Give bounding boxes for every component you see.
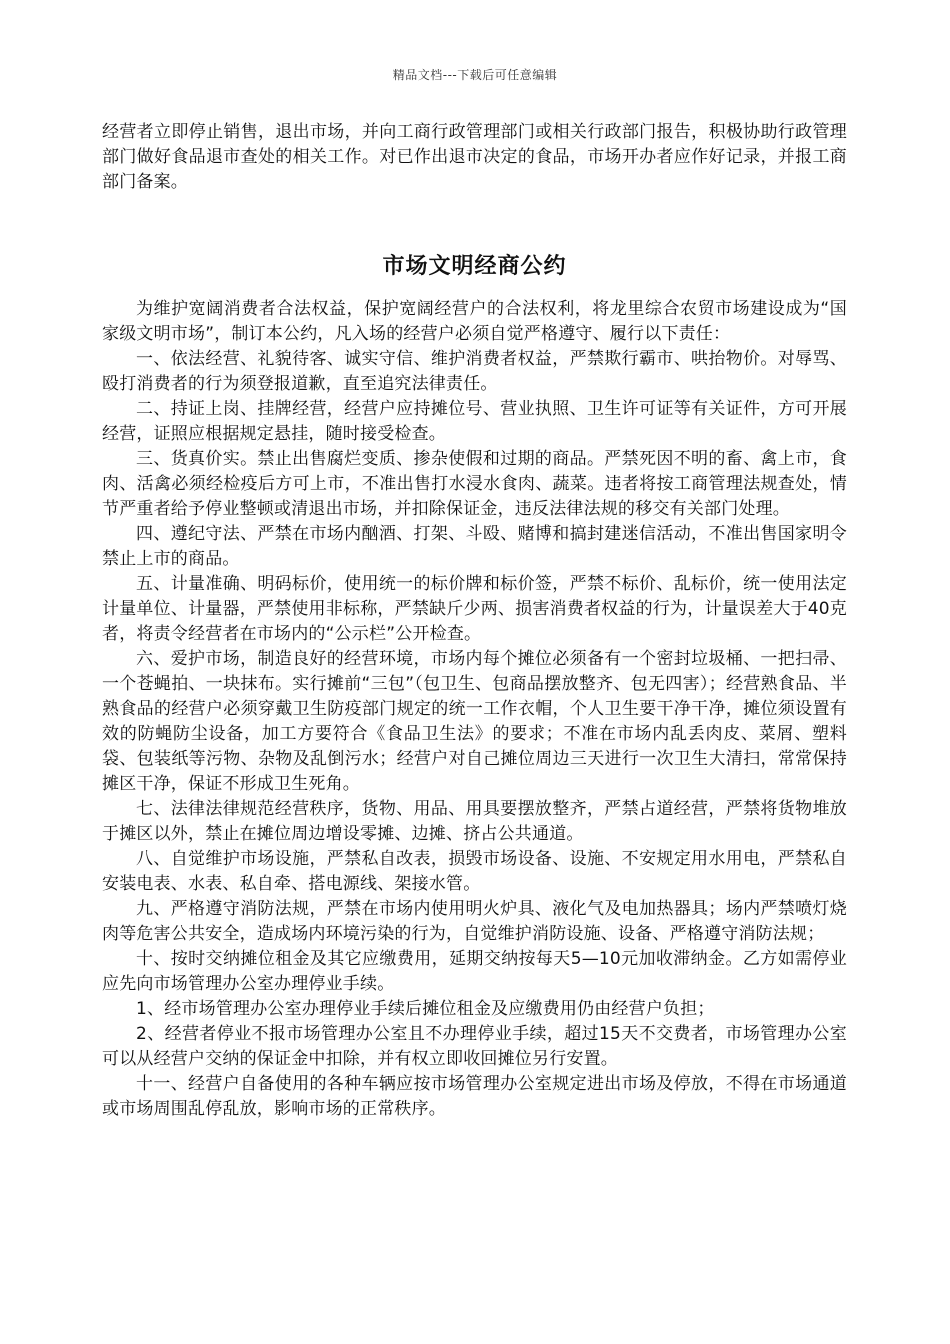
article-2: 二、持证上岗、挂牌经营，经营户应持摊位号、营业执照、卫生许可证等有关证件，方可开展经营，证照应根据规定悬挂，随时接受检查。 [102, 399, 847, 444]
article-8: 八、自觉维护市场设施，严禁私自改表，损毁市场设备、设施、不安规定用水用电，严禁私自安装电表、水表、私自牵、搭电源线、架接水管。 [102, 849, 847, 894]
article-9: 九、严格遵守消防法规，严禁在市场内使用明火炉具、液化气及电加热器具；场内严禁喷灯烧肉等危害公共安全，造成场内环境污染的行为，自觉维护消防设施、设备、严格遵守消防法规； [102, 899, 847, 944]
article-6: 六、爱护市场，制造良好的经营环境，市场内每个摊位必须备有一个密封垃圾桶、一把扫帚、一个苍蝇拍、一块抹布。实行摊前“三包”（包卫生、包商品摆放整齐、包无四害）；经营熟食品、半熟食品的经营户必须穿戴卫生防疫部门规定的统一工作衣帽，个人卫生要干净干净，摊位须设置有效的防蝇防尘设备，加工方要符合《食品卫生法》的要求；不准在市场内乱丢肉皮、菜屑、塑料袋、包装纸等污物、杂物及乱倒污水；经营户对自己摊位周边三天进行一次卫生大清扫，常常保持摊区干净，保证不形成卫生死角。 [102, 649, 847, 794]
article-10: 十、按时交纳摊位租金及其它应缴费用，延期交纳按每天5—10元加收滞纳金。乙方如需停业应先向市场管理办公室办理停业手续。 [102, 949, 847, 994]
article-10-item-1: 1、经市场管理办公室办理停业手续后摊位租金及应缴费用仍由经营户负担； [136, 999, 715, 1019]
article-4: 四、遵纪守法、严禁在市场内酗酒、打架、斗殴、赌博和搞封建迷信活动，不准出售国家明令禁止上市的商品。 [102, 524, 847, 569]
article-7: 七、法律法律规范经营秩序，货物、用品、用具要摆放整齐，严禁占道经营，严禁将货物堆放于摊区以外，禁止在摊位周边增设零摊、边摊、挤占公共通道。 [102, 799, 847, 844]
document-title: 市场文明经商公约 [382, 254, 567, 279]
article-5: 五、计量准确、明码标价，使用统一的标价牌和标价签，严禁不标价、乱标价，统一使用法定计量单位、计量器，严禁使用非标称，严禁缺斤少两、损害消费者权益的行为，计量误差大于40克者，将责令经营者在市场内的“公示栏”公开检查。 [102, 574, 847, 644]
article-3: 三、货真价实。禁止出售腐烂变质、掺杂使假和过期的商品。严禁死因不明的畜、禽上市，食肉、活禽必须经检疫后方可上市，不准出售打水浸水食肉、蔬菜。违者将按工商管理法规查处，情节严重者给予停业整顿或清退出市场，并扣除保证金，违反法律法规的移交有关部门处理。 [102, 449, 847, 519]
article-10-item-2: 2、经营者停业不报市场管理办公室且不办理停业手续，超过15天不交费者，市场管理办公室可以从经营户交纳的保证金中扣除，并有权立即收回摊位另行安置。 [102, 1024, 847, 1069]
preamble-paragraph: 为维护宽阔消费者合法权益，保护宽阔经营户的合法权利，将龙里综合农贸市场建设成为“国家级文明市场”，制订本公约，凡入场的经营户必须自觉严格遵守、履行以下责任： [102, 299, 847, 344]
intro-paragraph: 经营者立即停止销售，退出市场，并向工商行政管理部门或相关行政部门报告，积极协助行政管理部门做好食品退市查处的相关工作。对已作出退市决定的食品，市场开办者应作好记录，并报工商部门备案。 [102, 122, 847, 192]
document-body [102, 120, 847, 1122]
article-11: 十一、经营户自备使用的各种车辆应按市场管理办公室规定进出市场及停放，不得在市场通道或市场周围乱停乱放，影响市场的正常秩序。 [102, 1074, 847, 1119]
page-header: 精品文档---下载后可任意编辑 [392, 68, 558, 82]
article-1: 一、依法经营、礼貌待客、诚实守信、维护消费者权益，严禁欺行霸市、哄抬物价。对辱骂、殴打消费者的行为须登报道歉，直至追究法律责任。 [102, 349, 847, 394]
